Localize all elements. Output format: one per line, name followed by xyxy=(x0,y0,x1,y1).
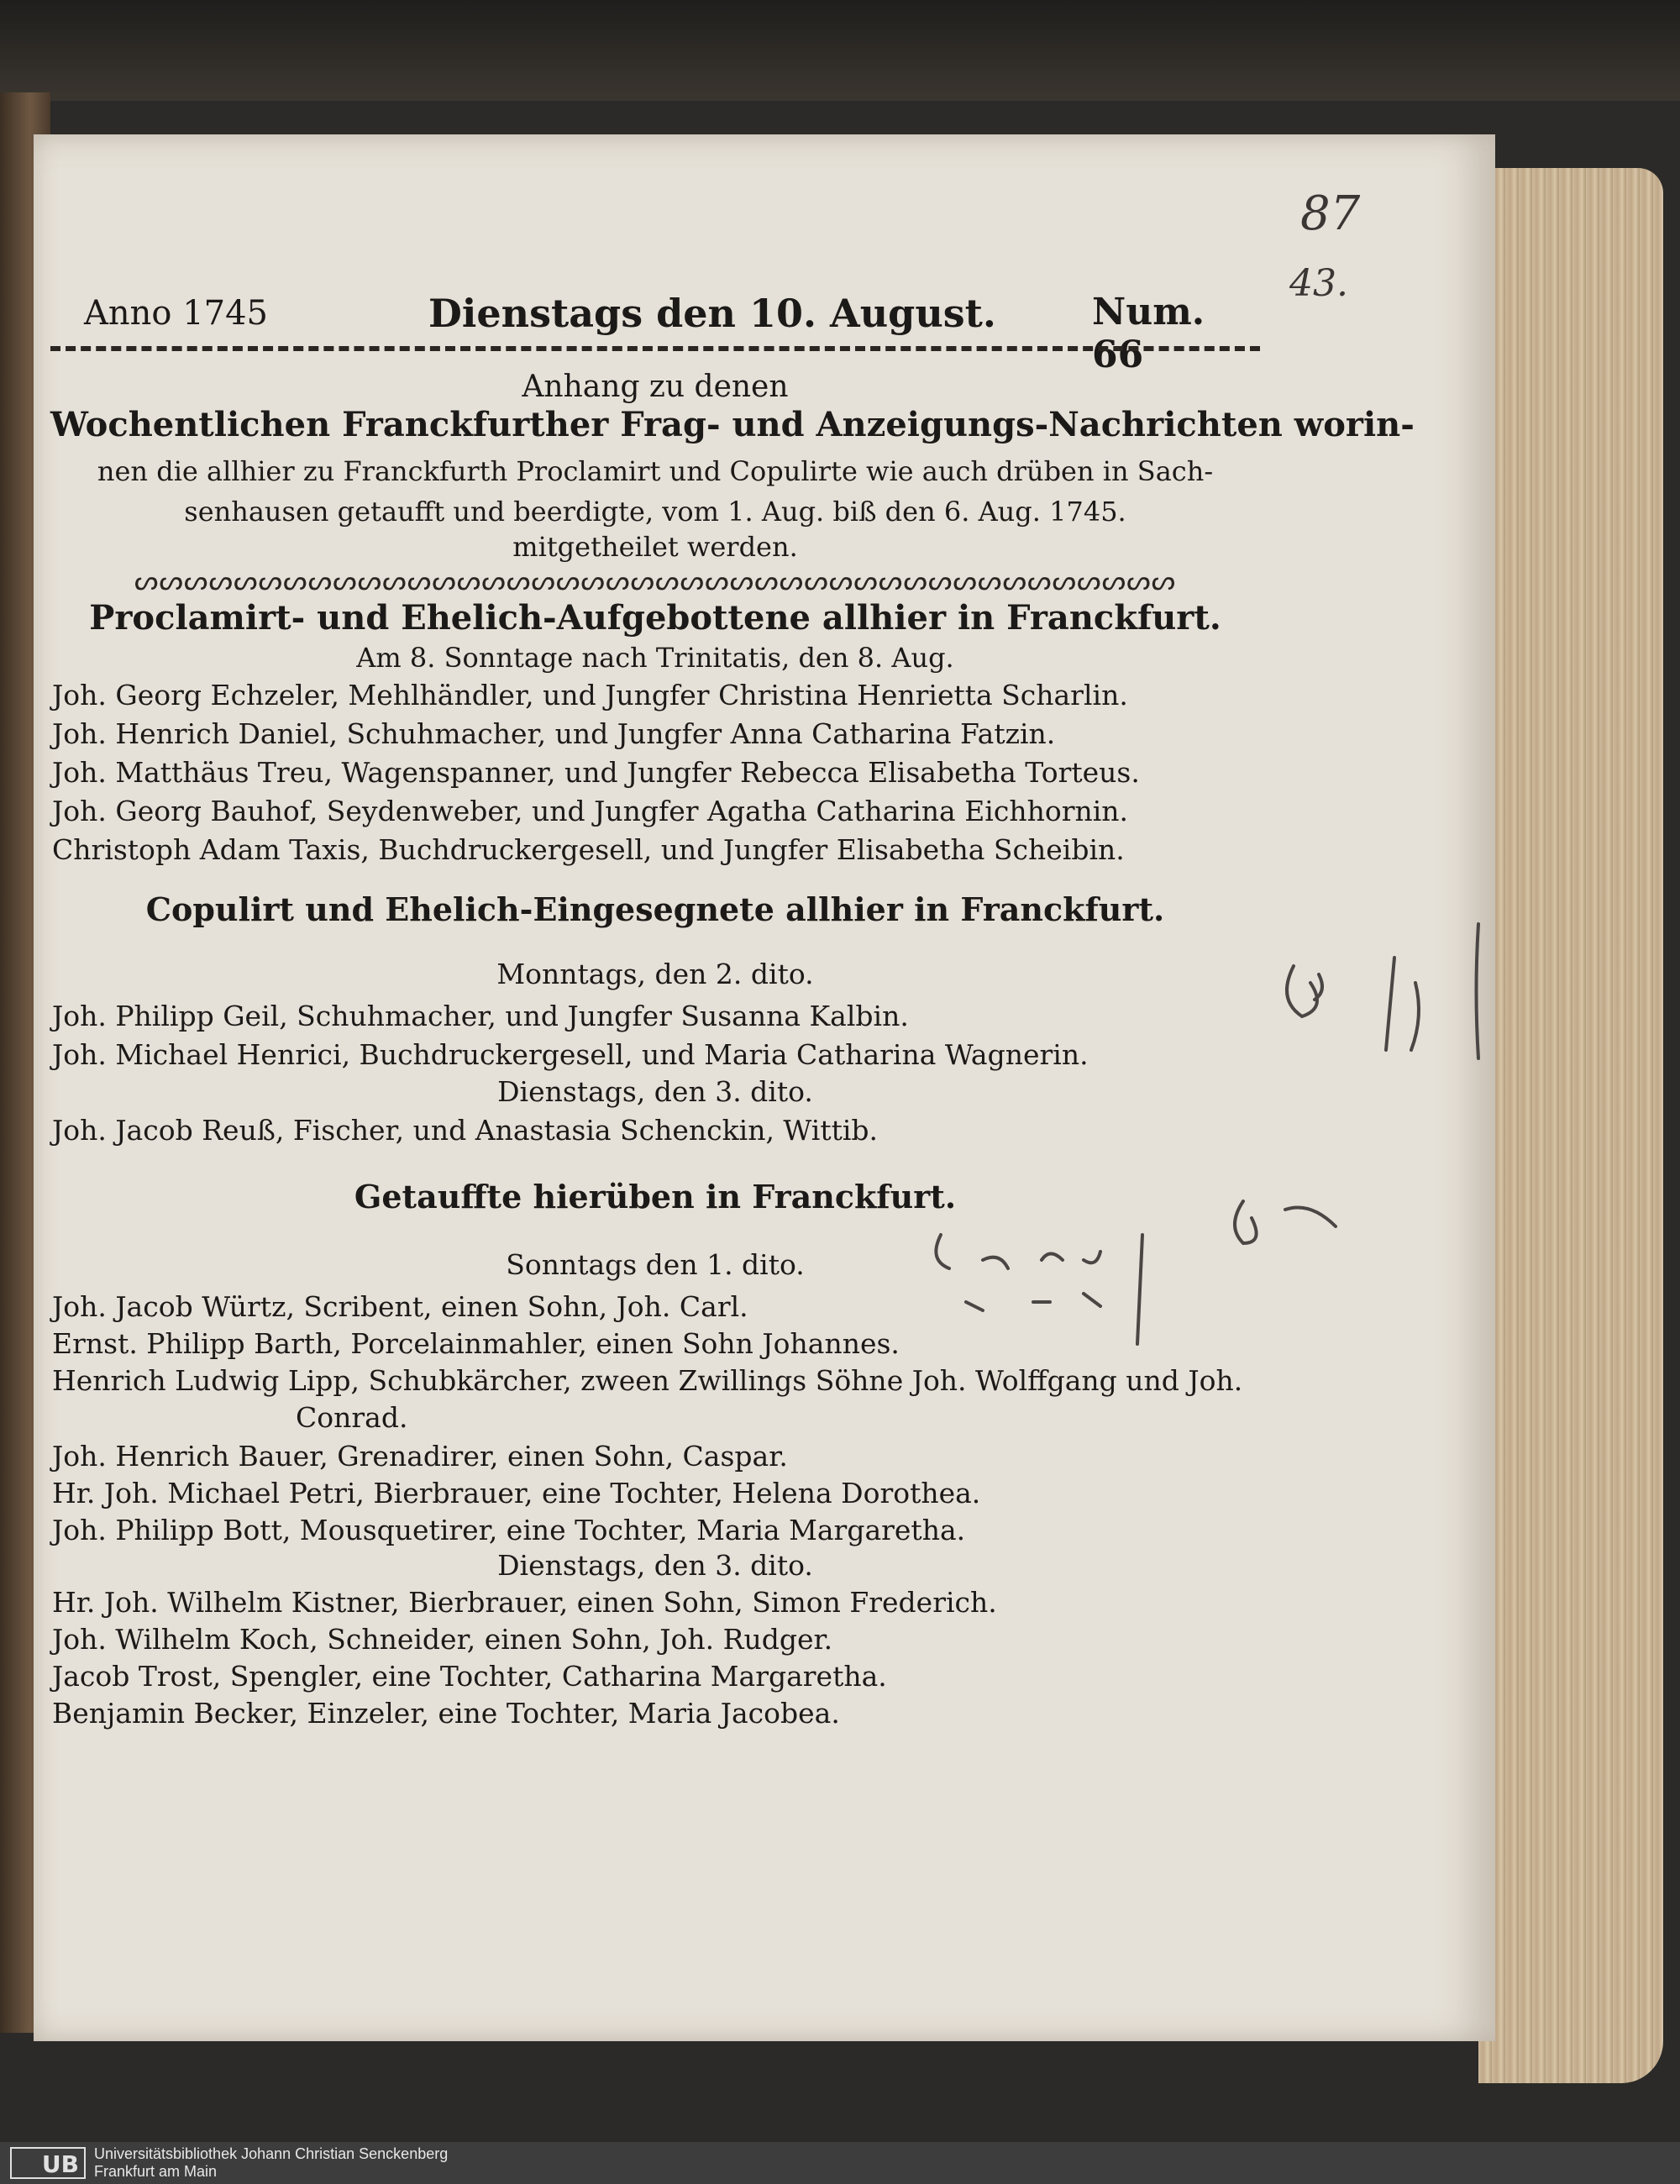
title-line-5: mitgetheilet werden. xyxy=(512,531,798,563)
footer-bar xyxy=(0,2142,1680,2184)
getauffte-heading: Getauffte hierüben in Franckfurt. xyxy=(354,1178,957,1215)
getauffte-entry-10: Benjamin Becker, Einzeler, eine Tochter, Maria Jacobea. xyxy=(52,1697,840,1730)
copulirt-entry-1: Joh. Philipp Geil, Schuhmacher, und Jungfer Susanna Kalbin. xyxy=(52,1000,909,1032)
copulirt-day-1: Monntags, den 2. dito. xyxy=(496,958,814,990)
getauffte-entry-3: Henrich Ludwig Lipp, Schubkärcher, zween Zwillings Söhne Joh. Wolffgang und Joh. xyxy=(52,1364,1243,1397)
copulirt-heading: Copulirt und Ehelich-Eingesegnete allhier in Franckfurt. xyxy=(145,890,1165,928)
copulirt-entry-2: Joh. Michael Henrici, Buchdruckergesell, und Maria Catharina Wagnerin. xyxy=(52,1038,1089,1071)
title-line-3: nen die allhier zu Franckfurth Proclamirt und Copulirte wie auch drüben in Sach- xyxy=(97,455,1214,487)
title-line-1: Anhang zu denen xyxy=(522,370,789,404)
footer-text xyxy=(94,2145,448,2181)
title-line-4: senhausen getaufft und beerdigte, vom 1. Aug. biß den 6. Aug. 1745. xyxy=(184,496,1126,528)
header-date: Dienstags den 10. August. xyxy=(428,291,996,336)
header-number: Num. 66 xyxy=(1092,291,1205,376)
getauffte-entry-9: Jacob Trost, Spengler, eine Tochter, Catharina Margaretha. xyxy=(52,1660,887,1693)
proclamirt-entry-4: Joh. Georg Bauhof, Seydenweber, und Jungfer Agatha Catharina Eichhornin. xyxy=(52,795,1129,827)
getauffte-entry-3-cont: Conrad. xyxy=(296,1401,408,1434)
page-edges xyxy=(1478,168,1663,2083)
getauffte-day-1: Sonntags den 1. dito. xyxy=(506,1248,805,1281)
getauffte-entry-8: Joh. Wilhelm Koch, Schneider, einen Sohn, Joh. Rudger. xyxy=(52,1623,833,1656)
page-header xyxy=(50,286,1260,376)
getauffte-entry-5: Hr. Joh. Michael Petri, Bierbrauer, eine Tochter, Helena Dorothea. xyxy=(52,1477,981,1509)
getauffte-entry-2: Ernst. Philipp Barth, Porcelainmahler, einen Sohn Johannes. xyxy=(52,1327,900,1360)
getauffte-entry-4: Joh. Henrich Bauer, Grenadirer, einen Sohn, Caspar. xyxy=(52,1440,788,1473)
copulirt-entry-3: Joh. Jacob Reuß, Fischer, und Anastasia Schenckin, Wittib. xyxy=(52,1114,879,1147)
getauffte-entry-1: Joh. Jacob Würtz, Scribent, einen Sohn, Joh. Carl. xyxy=(52,1290,748,1323)
proclamirt-heading: Proclamirt- und Ehelich-Aufgebottene allhier in Franckfurt. xyxy=(89,598,1221,638)
footer-line-2: Frankfurt am Main xyxy=(94,2163,218,2180)
header-anno: Anno 1745 xyxy=(84,294,269,333)
proclamirt-entry-3: Joh. Matthäus Treu, Wagenspanner, und Jungfer Rebecca Elisabetha Torteus. xyxy=(52,756,1140,789)
proclamirt-entry-5: Christoph Adam Taxis, Buchdruckergesell, und Jungfer Elisabetha Scheibin. xyxy=(52,833,1125,866)
ornament-divider: ᔕᔕᔕᔕᔕᔕᔕᔕᔕᔕᔕᔕᔕᔕᔕᔕᔕᔕᔕᔕᔕᔕᔕᔕᔕᔕᔕᔕᔕᔕᔕᔕᔕᔕᔕᔕᔕᔕᔕᔕᔕᔕ xyxy=(134,564,1177,596)
copulirt-day-2: Dienstags, den 3. dito. xyxy=(497,1075,813,1108)
getauffte-day-2: Dienstags, den 3. dito. xyxy=(497,1549,813,1582)
footer-line-1: Universitätsbibliothek Johann Christian Senckenberg xyxy=(94,2145,449,2162)
title-line-2: Wochentlichen Franckfurther Frag- und Anzeigungs-Nachrichten worin- xyxy=(50,405,1415,444)
folio-number-top: 87 xyxy=(1300,186,1361,241)
library-logo: UB xyxy=(10,2147,86,2179)
book-top-edge xyxy=(0,0,1680,101)
header-rule xyxy=(50,346,1260,351)
proclamirt-subheading: Am 8. Sonntage nach Trinitatis, den 8. Aug. xyxy=(356,642,954,674)
proclamirt-entry-1: Joh. Georg Echzeler, Mehlhändler, und Jungfer Christina Henrietta Scharlin. xyxy=(52,679,1128,711)
getauffte-entry-7: Hr. Joh. Wilhelm Kistner, Bierbrauer, einen Sohn, Simon Frederich. xyxy=(52,1586,997,1619)
folio-number: 43. xyxy=(1289,262,1348,305)
proclamirt-entry-2: Joh. Henrich Daniel, Schuhmacher, und Jungfer Anna Catharina Fatzin. xyxy=(52,717,1056,750)
getauffte-entry-6: Joh. Philipp Bott, Mousquetirer, eine Tochter, Maria Margaretha. xyxy=(52,1514,966,1546)
